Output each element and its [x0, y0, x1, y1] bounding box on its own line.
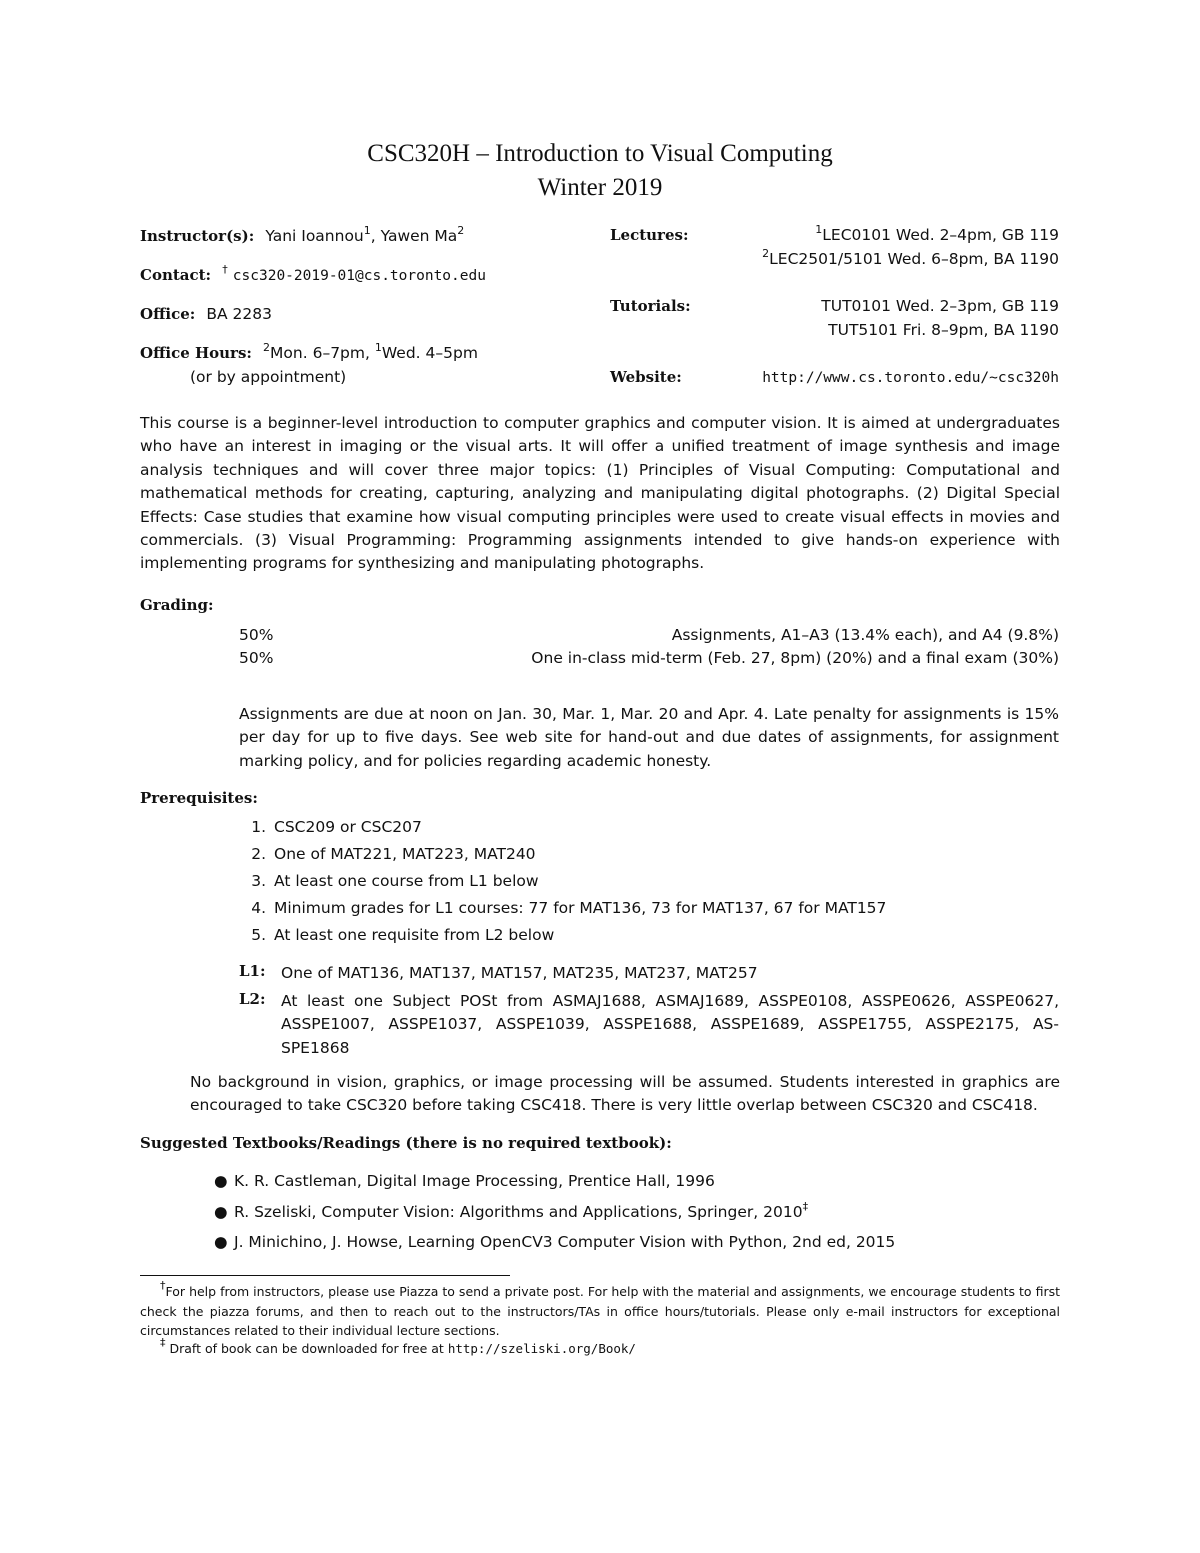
- footnote-2-mark: ‡: [160, 1336, 166, 1349]
- textbook-text: K. R. Castleman, Digital Image Processing, Prentice Hall, 1996: [234, 1172, 715, 1190]
- lecture-1: [815, 223, 1059, 244]
- prerequisites-note: No background in vision, graphics, or image processing will be assumed. Students interested in graphics are encouraged to take CSC320 before taking CSC418. There is very little overlap between CSC320 and CSC418.: [190, 1073, 1060, 1115]
- textbook-text: J. Minichino, J. Howse, Learning OpenCV3 Computer Vision with Python, 2nd ed, 2015: [234, 1233, 896, 1251]
- prereq-l1-label: L1:: [239, 962, 266, 980]
- prereq-text: One of MAT221, MAT223, MAT240: [274, 845, 536, 863]
- grading-desc: Assignments, A1–A3 (13.4% each), and A4 (9.8%): [671, 626, 1059, 644]
- lecture-2-sup: 2: [762, 247, 770, 260]
- prereq-number: 2.: [251, 845, 266, 863]
- bullet-icon: ●: [214, 1203, 228, 1221]
- office-hours-row: [140, 343, 478, 362]
- website-label: Website:: [610, 368, 682, 386]
- prereq-l2-label: L2:: [239, 990, 266, 1008]
- contact-dagger: †: [222, 263, 228, 276]
- instructor-1-sup: 1: [363, 224, 371, 237]
- instructors-label: Instructor(s):: [140, 227, 255, 245]
- office-hours-sup-2: 1: [374, 341, 382, 354]
- course-description: This course is a beginner-level introduction to computer graphics and computer vision. It is aimed at undergraduates who have an interest in imaging or the visual arts. It will offer a unified treatment of image synthesis and image analysis techniques and will cover three major topics: (1) Principles of Visual Computing: Computational and mathematical methods for creating, capturing, analyzing and manipulating digital photographs. (2) Digital Special Effects: Case studies that examine how visual computing principles were used to create visual effects in movies and commercials. (3) Visual Programming: Programming assignments intended to give hands-on experience with implementing programs for synthesizing and manipulating photographs.: [140, 414, 1060, 573]
- prereq-number: 1.: [251, 818, 266, 836]
- footnote-2: [140, 1336, 1060, 1359]
- contact-label: Contact:: [140, 266, 212, 284]
- prereq-number: 4.: [251, 899, 266, 917]
- instructor-2-sup: 2: [457, 224, 465, 237]
- textbooks-heading: Suggested Textbooks/Readings (there is no required textbook):: [140, 1134, 672, 1152]
- footnote-1-text: For help from instructors, please use Piazza to send a private post. For help with the material and assignments, we encourage students to first check the piazza forums, and then to reach out to the instructors/TAs in office hours/tutorials. Please only e-mail instructors for exceptional circumstances related to their individual lecture sections.: [140, 1284, 1060, 1338]
- grading-row: [239, 626, 1059, 650]
- tutorials-label: Tutorials:: [610, 297, 691, 315]
- footnote-2-text: Draft of book can be downloaded for free at: [169, 1341, 448, 1356]
- grading-pct: 50%: [239, 626, 274, 644]
- grading-heading: Grading:: [140, 596, 214, 614]
- office-hours-1: Mon. 6–7pm,: [270, 344, 375, 362]
- page-title: CSC320H – Introduction to Visual Computing: [367, 140, 833, 167]
- footnote-2-link[interactable]: http://szeliski.org/Book/: [447, 1341, 636, 1356]
- office-label: Office:: [140, 305, 196, 323]
- bullet-icon: ●: [214, 1233, 228, 1251]
- prereq-text: CSC209 or CSC207: [274, 818, 422, 836]
- footnote-1: [140, 1279, 1060, 1341]
- textbook-text: R. Szeliski, Computer Vision: Algorithms and Applications, Springer, 2010: [234, 1203, 803, 1221]
- lecture-2-text: LEC2501/5101 Wed. 6–8pm, BA 1190: [769, 250, 1059, 268]
- instructor-1: Yani Ioannou: [265, 227, 364, 245]
- office-hours-2: Wed. 4–5pm: [381, 344, 478, 362]
- website-link[interactable]: http://www.cs.toronto.edu/~csc320h: [762, 370, 1059, 386]
- footnote-divider: [140, 1275, 510, 1276]
- grading-note: Assignments are due at noon on Jan. 30, Mar. 1, Mar. 20 and Apr. 4. Late penalty for assignments is 15% per day for up to five days. See web site for hand-out and due dates of assignments, for assignment marking policy, and for policies regarding academic honesty.: [239, 705, 1059, 770]
- prereq-l2-text: At least one Subject POSt from ASMAJ1688, ASMAJ1689, ASSPE0108, ASSPE0626, ASSPE0627, ASSPE1007, ASSPE1037, ASSPE1039, ASSPE1688, ASSPE1689, ASSPE1755, ASSPE2175, AS-SPE1868: [281, 992, 1059, 1057]
- office-hours-label: Office Hours:: [140, 344, 252, 362]
- prereq-text: Minimum grades for L1 courses: 77 for MAT136, 73 for MAT137, 67 for MAT157: [274, 899, 887, 917]
- textbook-footnote-mark: ‡: [802, 1200, 809, 1213]
- bullet-icon: ●: [214, 1172, 228, 1190]
- prereq-text: At least one requisite from L2 below: [274, 926, 555, 944]
- grading-row: [239, 649, 1059, 673]
- instructor-2: , Yawen Ma: [370, 227, 458, 245]
- prereq-number: 5.: [251, 926, 266, 944]
- contact-row: [140, 265, 486, 284]
- lecture-1-sup: 1: [815, 223, 823, 236]
- footnote-1-mark: †: [160, 1279, 166, 1292]
- prereq-l1-text: One of MAT136, MAT137, MAT157, MAT235, MAT237, MAT257: [281, 964, 758, 982]
- instructors-row: [140, 226, 464, 245]
- prereq-number: 3.: [251, 872, 266, 890]
- contact-email[interactable]: csc320-2019-01@cs.toronto.edu: [232, 268, 486, 284]
- office-row: [140, 304, 272, 323]
- lectures-label: Lectures:: [610, 226, 689, 244]
- office-hours-note: (or by appointment): [190, 368, 347, 386]
- prereq-text: At least one course from L1 below: [274, 872, 539, 890]
- grading-pct: 50%: [239, 649, 274, 667]
- page-subtitle: Winter 2019: [537, 174, 663, 201]
- office-value: BA 2283: [206, 305, 273, 323]
- lecture-1-text: LEC0101 Wed. 2–4pm, GB 119: [822, 226, 1059, 244]
- tutorial-1: TUT0101 Wed. 2–3pm, GB 119: [821, 297, 1059, 315]
- prerequisites-heading: Prerequisites:: [140, 789, 258, 807]
- office-hours-sup-1: 2: [263, 341, 271, 354]
- lecture-2: [762, 247, 1059, 268]
- tutorial-2: TUT5101 Fri. 8–9pm, BA 1190: [828, 321, 1059, 339]
- grading-desc: One in-class mid-term (Feb. 27, 8pm) (20%) and a final exam (30%): [531, 649, 1059, 667]
